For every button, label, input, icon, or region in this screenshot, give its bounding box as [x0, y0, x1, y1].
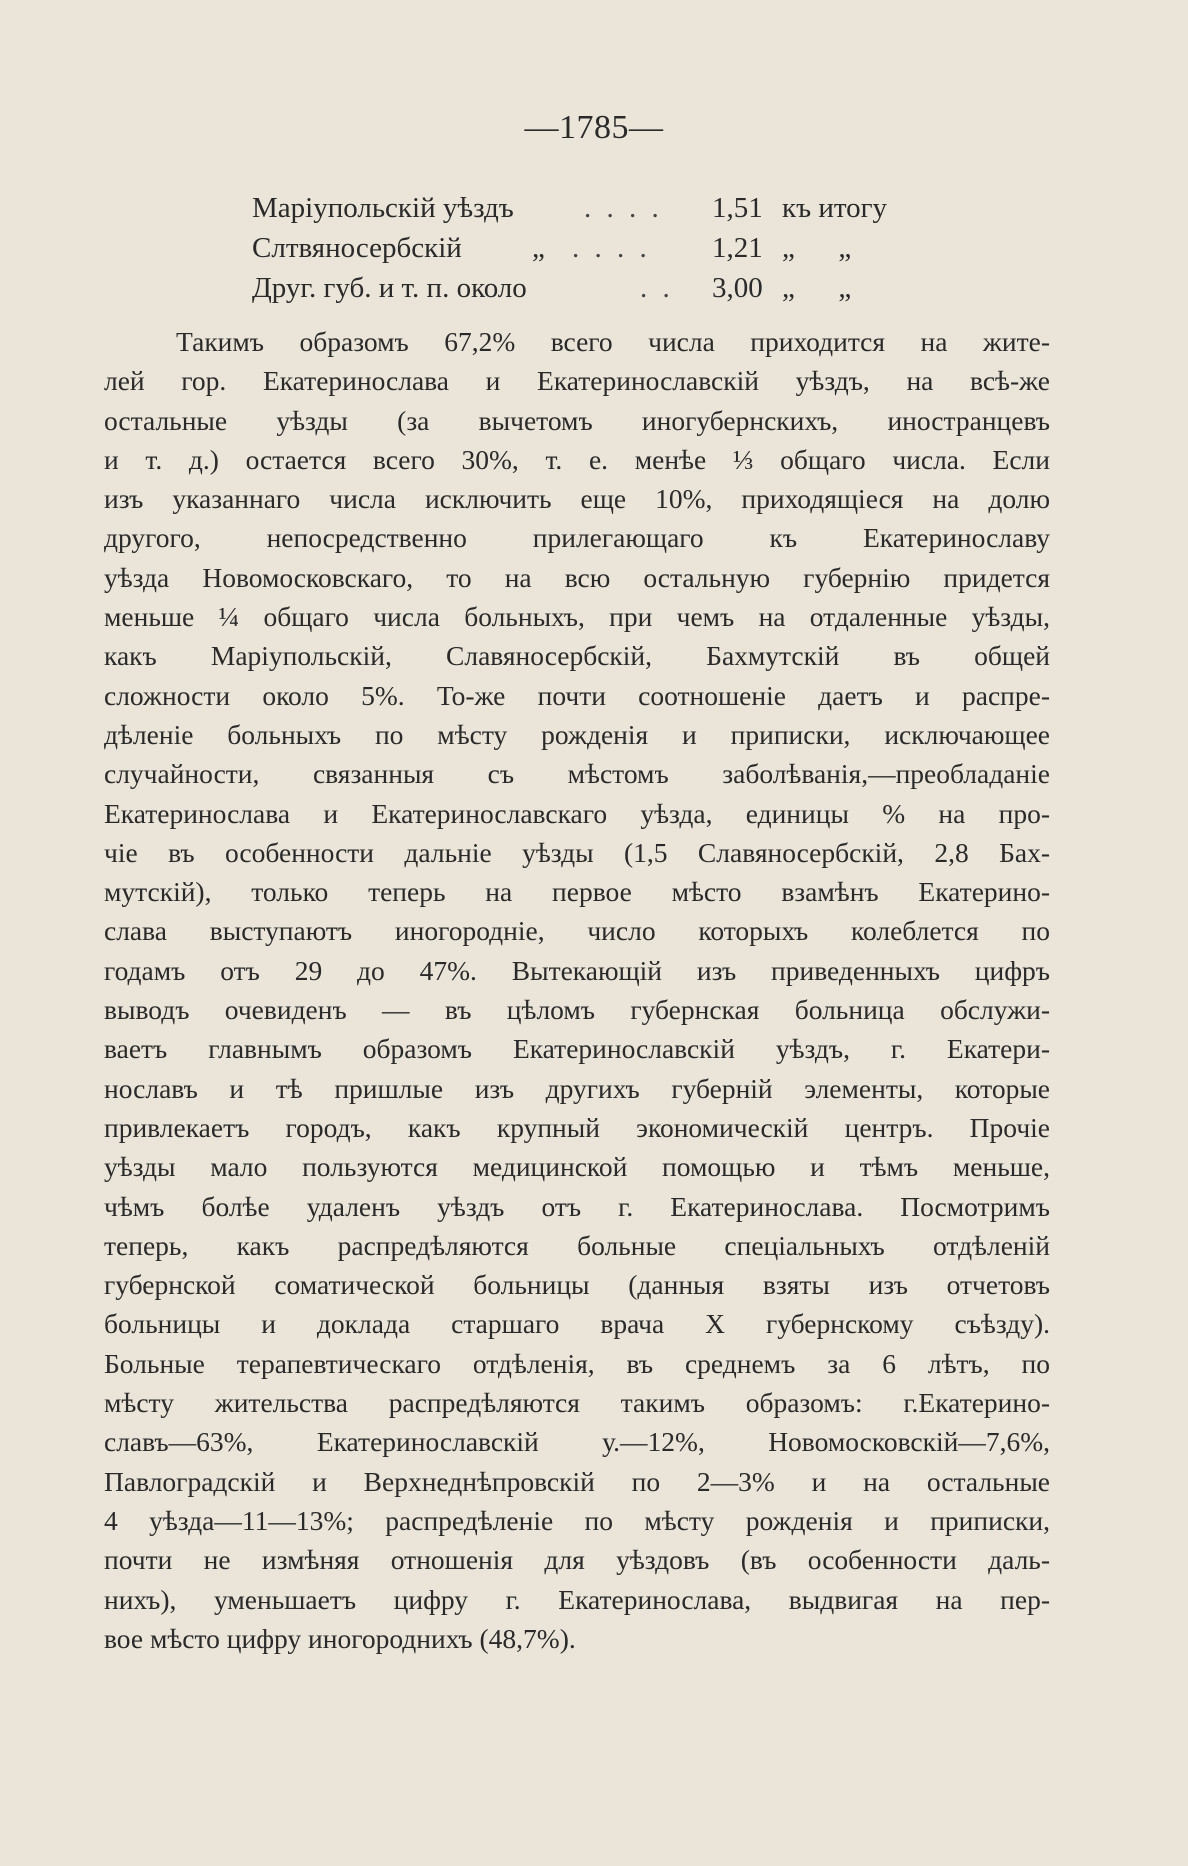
body-paragraph [104, 322, 1050, 1658]
paragraph-line: дѣленіе больныхъ по мѣсту рожденія и приписки, исключающее [104, 718, 1050, 750]
paragraph-line: Больные терапевтическаго отдѣленія, въ среднемъ за 6 лѣтъ, по [104, 1347, 1050, 1379]
paragraph-line: лей гор. Екатеринослава и Екатеринославскій уѣздъ, на всѣ-же [104, 365, 1050, 397]
table-row [252, 268, 972, 308]
table-row-value: 1,21 [712, 232, 763, 264]
table-row [252, 228, 972, 268]
ditto-mark: „ [532, 232, 545, 264]
page-number: —1785— [524, 109, 664, 146]
table-row-value: 3,00 [712, 272, 763, 304]
paragraph-line: мутскій), только теперь на первое мѣсто взамѣнъ Екатерино- [104, 876, 1050, 908]
table-row-note: „ „ [782, 232, 852, 264]
paragraph-line: уѣзда Новомосковскаго, то на всю остальную губернію придется [104, 561, 1050, 593]
paragraph-line: уѣзды мало пользуются медицинской помощью и тѣмъ меньше, [104, 1151, 1050, 1183]
table-row-note: къ итогу [782, 192, 888, 224]
paragraph-line: теперь, какъ распредѣляются больные спеціальныхъ отдѣленій [104, 1229, 1050, 1261]
paragraph-line: годамъ отъ 29 до 47%. Вытекающій изъ приведенныхъ цифръ [104, 954, 1050, 986]
paragraph-line: сложности около 5%. То-же почти соотношеніе даетъ и распре- [104, 679, 1050, 711]
leader-dots: . . [640, 272, 674, 304]
paragraph-line: привлекаетъ городъ, какъ крупный экономическій центръ. Прочіе [104, 1111, 1050, 1143]
paragraph-line: больницы и доклада старшаго врача X губернскому съѣзду). [104, 1308, 1050, 1340]
paragraph-line: слава выступаютъ иногородніе, число которыхъ колеблется по [104, 915, 1050, 947]
paragraph-line: случайности, связанныя съ мѣстомъ заболѣванія,—преобладаніе [104, 758, 1050, 790]
paragraph-line: другого, непосредственно прилегающаго къ Екатеринославу [104, 522, 1050, 554]
paragraph-line: чѣмъ болѣе удаленъ уѣздъ отъ г. Екатеринослава. Посмотримъ [104, 1190, 1050, 1222]
paragraph-line: 4 уѣзда—11—13%; распредѣленіе по мѣсту рожденія и приписки, [104, 1504, 1050, 1536]
paragraph-line: какъ Маріупольскій, Славяносербскій, Бахмутскій въ общей [104, 640, 1050, 672]
paragraph-line: меньше ¼ общаго числа больныхъ, при чемъ на отдаленные уѣзды, [104, 601, 1050, 633]
paragraph-line: славъ—63%, Екатеринославскій у.—12%, Новомосковскій—7,6%, [104, 1426, 1050, 1458]
table-row-note: „ „ [782, 272, 852, 304]
paragraph-line: Павлоградскій и Верхнеднѣпровскій по 2—3% и на остальные [104, 1465, 1050, 1497]
leader-dots: . . . . [572, 232, 651, 264]
paragraph-line: выводъ очевиденъ — въ цѣломъ губернская больница обслужи- [104, 994, 1050, 1026]
paragraph-line: почти не измѣняя отношенія для уѣздовъ (въ особенности даль- [104, 1544, 1050, 1576]
paragraph-line: и т. д.) остается всего 30%, т. е. менѣе ⅓ общаго числа. Если [104, 443, 1050, 475]
paragraph-line: нихъ), уменьшаетъ цифру г. Екатеринослава, выдвигая на пер- [104, 1583, 1050, 1615]
paragraph-line: чіе въ особенности дальніе уѣзды (1,5 Славяносербскій, 2,8 Бах- [104, 836, 1050, 868]
paragraph-line: нославъ и тѣ пришлые изъ другихъ губерній элементы, которые [104, 1072, 1050, 1104]
table-row-name: Друг. губ. и т. п. около [252, 272, 527, 304]
paragraph-line: губернской соматической больницы (данныя взяты изъ отчетовъ [104, 1269, 1050, 1301]
paragraph-line: изъ указаннаго числа исключить еще 10%, приходящіеся на долю [104, 483, 1050, 515]
paragraph-line: Екатеринослава и Екатеринославскаго уѣзда, единицы % на про- [104, 797, 1050, 829]
paragraph-line: мѣсту жительства распредѣляются такимъ образомъ: г.Екатерино- [104, 1387, 1050, 1419]
leader-dots: . . . . [584, 192, 663, 224]
paragraph-line: остальные уѣзды (за вычетомъ иногубернскихъ, иностранцевъ [104, 404, 1050, 436]
table-row [252, 188, 972, 228]
table-row-value: 1,51 [712, 192, 763, 224]
paragraph-line: Такимъ образомъ 67,2% всего числа приходится на жите- [176, 326, 1050, 357]
paragraph-line: вое мѣсто цифру иногороднихъ (48,7%). [104, 1622, 576, 1654]
table-row-name: Маріупольскій уѣздъ [252, 192, 514, 224]
statistics-table [252, 188, 972, 308]
table-row-name: Слтвяносербскій [252, 232, 462, 264]
paragraph-line: ваетъ главнымъ образомъ Екатеринославскій уѣздъ, г. Екатери- [104, 1033, 1050, 1065]
